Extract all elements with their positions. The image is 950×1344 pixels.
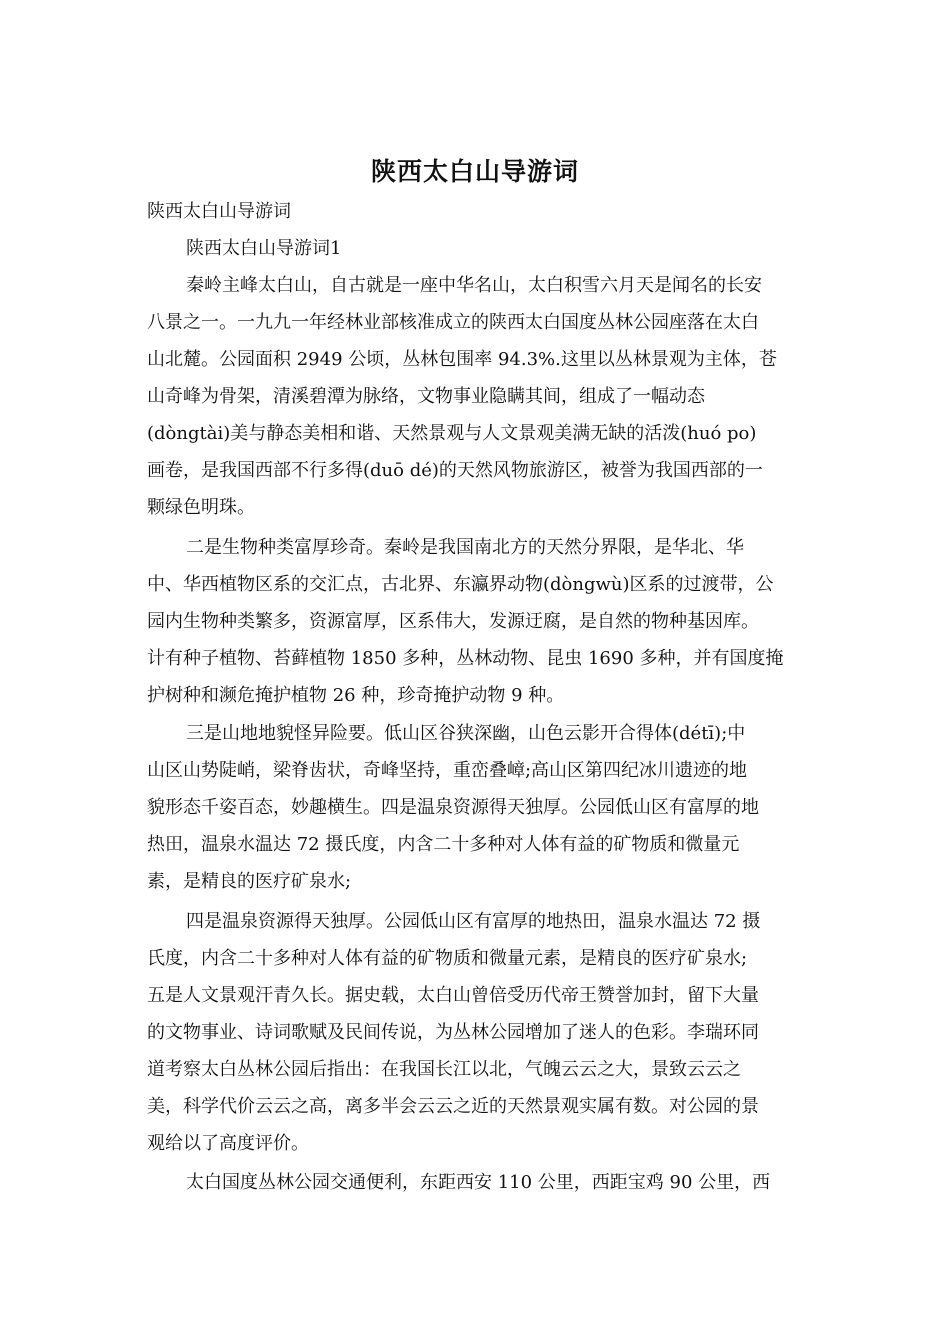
text-line: 热田，温泉水温达 72 摄氏度，内含二十多种对人体有益的矿物质和微量元 — [147, 834, 740, 855]
text-line: 道考察太白丛林公园后指出：在我国长江以北，气魄云云之大，景致云云之 — [147, 1059, 741, 1080]
section-heading: 陕西太白山导游词1 — [186, 238, 342, 259]
document-subtitle: 陕西太白山导游词 — [147, 201, 291, 222]
text-line: 二是生物种类富厚珍奇。秦岭是我国南北方的天然分界限，是华北、华 — [186, 537, 744, 558]
document-title: 陕西太白山导游词 — [370, 157, 579, 186]
text-line: 观给以了高度评价。 — [147, 1133, 309, 1154]
text-line: 四是温泉资源得天独厚。公园低山区有富厚的地热田，温泉水温达 72 摄 — [186, 911, 761, 932]
text-line: 的文物事业、诗词歌赋及民间传说，为丛林公园增加了迷人的色彩。李瑞环同 — [147, 1022, 759, 1043]
text-line: 中、华西植物区系的交汇点，古北界、东瀛界动物(dòngwù)区系的过渡带，公 — [147, 574, 774, 595]
text-line: 护树种和濒危掩护植物 26 种，珍奇掩护动物 9 种。 — [147, 685, 565, 706]
text-line: 八景之一。一九九一年经林业部核准成立的陕西太白国度丛林公园座落在太白 — [147, 312, 759, 333]
text-line: 园内生物种类繁多，资源富厚，区系伟大，发源迂腐，是自然的物种基因库。 — [147, 611, 759, 632]
text-line: 山奇峰为骨架，清溪碧潭为脉络，文物事业隐瞒其间，组成了一幅动态 — [147, 386, 705, 407]
text-line: 画卷，是我国西部不行多得(duō dé)的天然风物旅游区，被誉为我国西部的一 — [147, 460, 763, 481]
text-line: 氏度，内含二十多种对人体有益的矿物质和微量元素，是精良的医疗矿泉水; — [147, 948, 748, 969]
text-line: (dòngtài)美与静态美相和谐、天然景观与人文景观美满无缺的活泼(huó po) — [147, 423, 757, 444]
text-line: 三是山地地貌怪异险要。低山区谷狭深幽，山色云影开合得体(détī);中 — [186, 723, 746, 744]
text-line: 山北麓。公园面积 2949 公顷，丛林包围率 94.3%.这里以丛林景观为主体，苍 — [147, 349, 777, 370]
text-line: 山区山势陡峭，梁脊齿状，奇峰坚持，重峦叠嶂;高山区第四纪冰川遗迹的地 — [147, 760, 748, 781]
text-line: 计有种子植物、苔藓植物 1850 多种，丛林动物、昆虫 1690 多种，并有国度掩 — [147, 648, 784, 669]
text-line: 颗绿色明珠。 — [147, 497, 255, 518]
text-line: 素，是精良的医疗矿泉水; — [147, 871, 352, 892]
text-line: 太白国度丛林公园交通便利，东距西安 110 公里，西距宝鸡 90 公里，西 — [186, 1172, 771, 1193]
text-line: 秦岭主峰太白山，自古就是一座中华名山，太白积雪六月天是闻名的长安 — [186, 275, 762, 296]
text-line: 五是人文景观汗青久长。据史载，太白山曾倍受历代帝王赞誉加封，留下大量 — [147, 985, 759, 1006]
text-line: 貌形态千姿百态，妙趣横生。四是温泉资源得天独厚。公园低山区有富厚的地 — [147, 797, 759, 818]
text-line: 美，科学代价云云之高，离多半会云云之近的天然景观实属有数。对公园的景 — [147, 1096, 759, 1117]
